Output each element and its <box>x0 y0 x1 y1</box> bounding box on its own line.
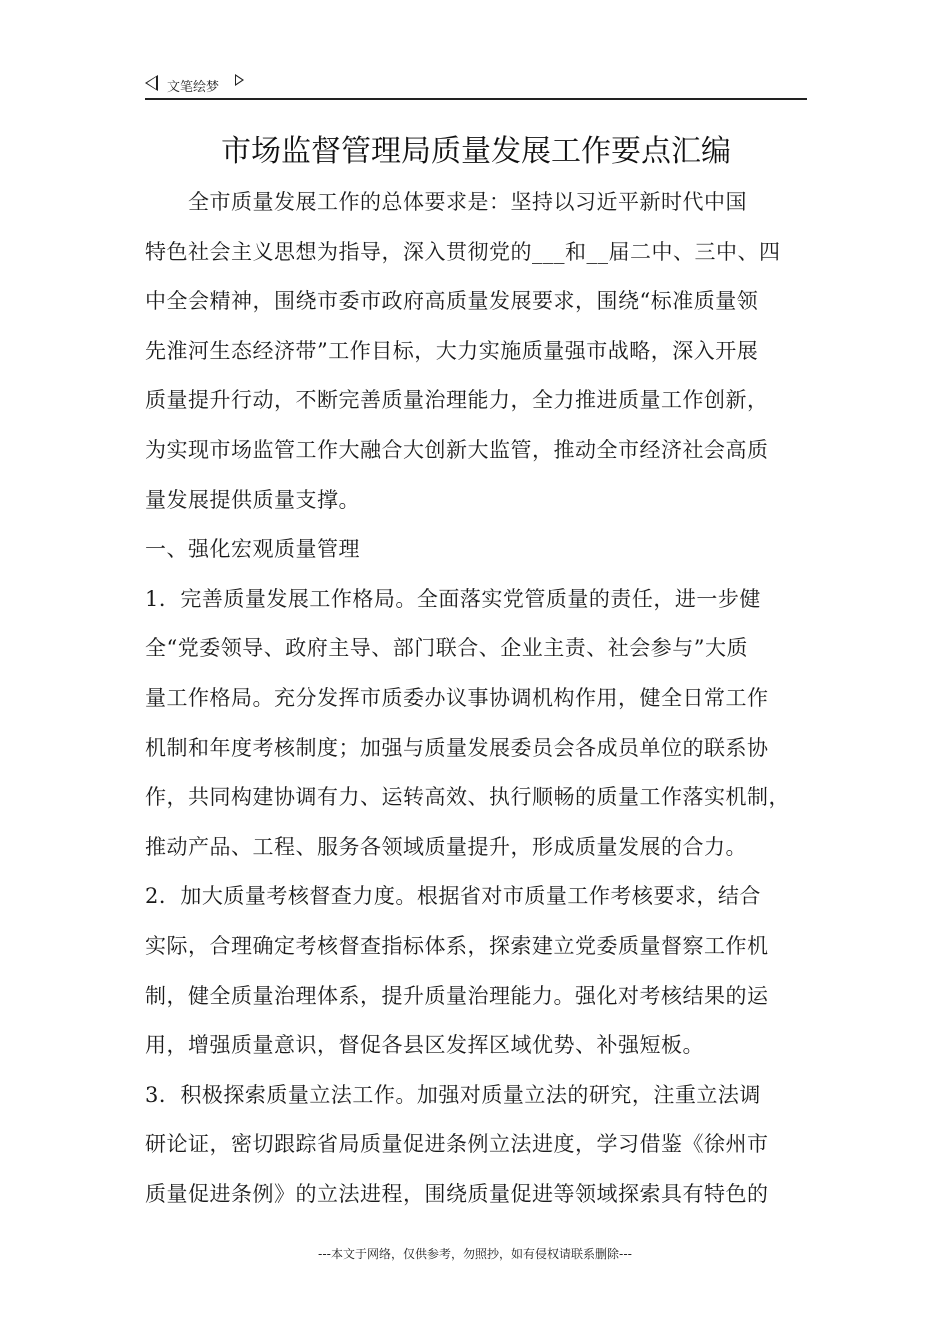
text-line: 1．完善质量发展工作格局。全面落实党管质量的责任，进一步健 <box>145 586 761 611</box>
triangle-right-icon <box>235 74 244 86</box>
text-line: 质量提升行动，不断完善质量治理能力，全力推进质量工作创新， <box>145 388 769 413</box>
document-title: 市场监督管理局质量发展工作要点汇编 <box>221 134 731 169</box>
text-line: 特色社会主义思想为指导，深入贯彻党的___和__届二中、三中、四 <box>145 239 781 264</box>
section-heading: 一、强化宏观质量管理 <box>145 537 360 562</box>
text-line: 先淮河生态经济带”工作目标，大力实施质量强市战略，深入开展 <box>145 338 759 363</box>
text-line: 质量促进条例》的立法进程，围绕质量促进等领域探索具有特色的 <box>145 1181 769 1206</box>
text-line: 全市质量发展工作的总体要求是：坚持以习近平新时代中国 <box>145 190 747 214</box>
text-line: 机制和年度考核制度；加强与质量发展委员会各成员单位的联系协 <box>145 735 769 760</box>
text-line: 制，健全质量治理体系，提升质量治理能力。强化对考核结果的运 <box>145 983 769 1008</box>
header-brand: 文笔绘梦 <box>167 80 220 95</box>
text-line: 量发展提供质量支撑。 <box>145 487 360 512</box>
page-footer: ---本文于网络，仅供参考，勿照抄，如有侵权请联系删除--- <box>318 1247 632 1261</box>
text-line: 实际，合理确定考核督查指标体系，探索建立党委质量督察工作机 <box>145 933 769 958</box>
text-line: 用，增强质量意识，督促各县区发挥区域优势、补强短板。 <box>145 1033 704 1058</box>
text-line: 量工作格局。充分发挥市质委办议事协调机构作用，健全日常工作 <box>145 685 769 710</box>
document-body <box>145 178 810 1219</box>
text-line: 作，共同构建协调有力、运转高效、执行顺畅的质量工作落实机制， <box>145 785 790 810</box>
text-line: 为实现市场监管工作大融合大创新大监管，推动全市经济社会高质 <box>145 437 769 462</box>
text-line: 3．积极探索质量立法工作。加强对质量立法的研究，注重立法调 <box>145 1082 761 1107</box>
text-line: 研论证，密切跟踪省局质量促进条例立法进度，学习借鉴《徐州市 <box>145 1132 769 1157</box>
text-line: 2．加大质量考核督查力度。根据省对市质量工作考核要求，结合 <box>145 884 761 909</box>
text-line: 中全会精神，围绕市委市政府高质量发展要求，围绕“标准质量领 <box>145 289 759 314</box>
text-line: 推动产品、工程、服务各领域质量提升，形成质量发展的合力。 <box>145 834 747 859</box>
triangle-left-icon <box>145 75 158 91</box>
text-line: 全“党委领导、政府主导、部门联合、企业主责、社会参与”大质 <box>145 636 748 661</box>
page-header <box>145 72 807 100</box>
